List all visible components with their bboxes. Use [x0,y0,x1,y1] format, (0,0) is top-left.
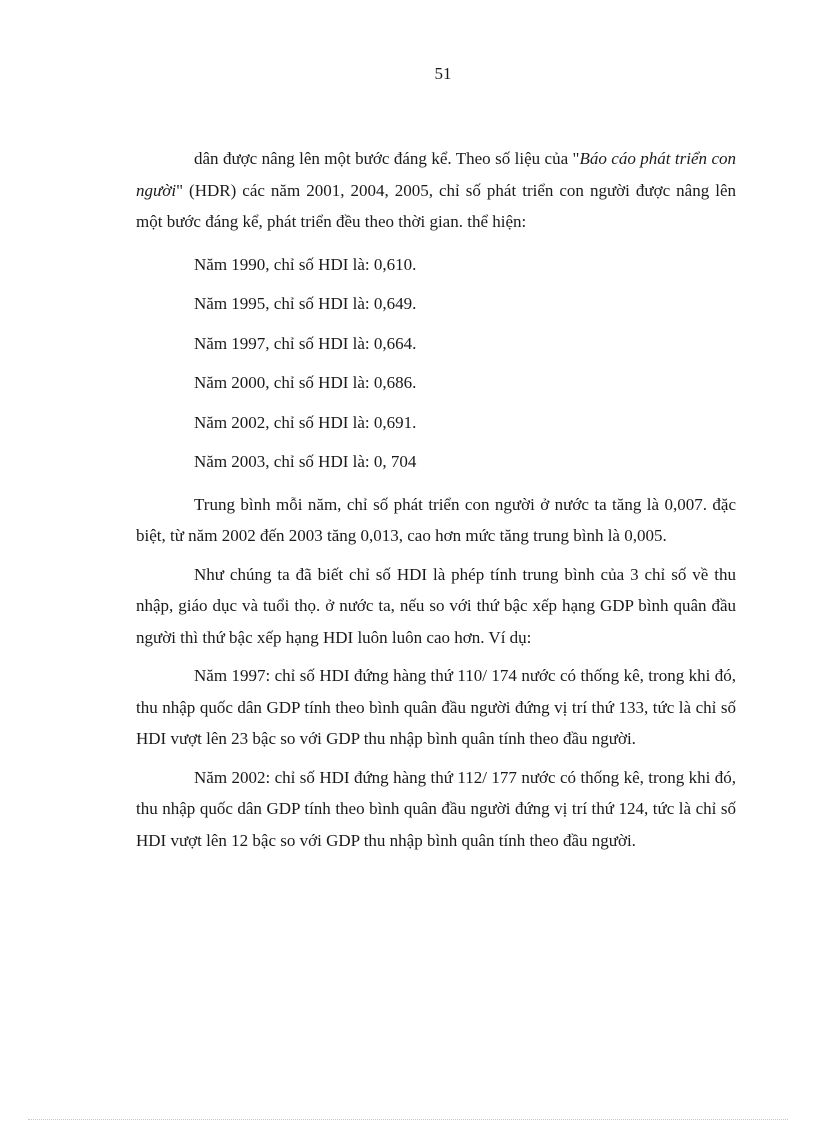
intro-paragraph [136,143,736,238]
hdi-value-item: Năm 1997, chỉ số HDI là: 0,664. [194,333,417,353]
hdi-value-item: Năm 2002, chỉ số HDI là: 0,691. [194,412,417,432]
example-1997-paragraph: Năm 1997: chỉ số HDI đứng hàng thứ 110/ 174 nước có thống kê, trong khi đó, thu nhập quốc dân GDP tính theo bình quân đầu người đứng vị trí thứ 133, tức là chỉ số HDI vượt lên 23 bậc so với GDP thu nhập bình quân tính theo đầu người. [136,666,736,748]
hdi-definition-paragraph: Như chúng ta đã biết chỉ số HDI là phép tính trung bình của 3 chỉ số về thu nhập, giáo dục và tuổi thọ. ở nước ta, nếu so với thứ bậc xếp hạng GDP bình quân đầu người thì thứ bậc xếp hạng HDI luôn luôn cao hơn. Ví dụ: [136,564,736,647]
average-growth-paragraph: Trung bình mỗi năm, chỉ số phát triển con người ở nước ta tăng là 0,007. đặc biệt, từ năm 2002 đến 2003 tăng 0,013, cao hơn mức tăng trung bình là 0,005. [136,494,736,545]
intro-text-end: " (HDR) các năm 2001, 2004, 2005, chỉ số phát triển con người được nâng lên một bước đáng kể, phát triển đều theo thời gian. thể hiện: [136,180,736,231]
hdi-value-item: Năm 1995, chỉ số HDI là: 0,649. [194,294,417,313]
report-title: Báo cáo phát triển con người [136,149,737,200]
hdi-value-item: Năm 2003, chỉ số HDI là: 0, 704 [194,452,417,471]
intro-text-start: dân được nâng lên một bước đáng kể. Theo số liệu của " [194,149,580,168]
page-number: 51 [434,64,452,83]
hdi-value-item: Năm 1990, chỉ số HDI là: 0,610. [194,254,417,274]
document-body [136,143,736,856]
hdi-value-item: Năm 2000, chỉ số HDI là: 0,686. [194,373,417,392]
hdi-value-list [136,245,736,482]
example-2002-paragraph: Năm 2002: chỉ số HDI đứng hàng thứ 112/ 177 nước có thống kê, trong khi đó, thu nhập quốc dân GDP tính theo bình quân đầu người đứng vị trí thứ 124, tức là chỉ số HDI vượt lên 12 bậc so với GDP thu nhập bình quân tính theo đầu người. [136,767,736,850]
bottom-divider [28,1119,788,1120]
